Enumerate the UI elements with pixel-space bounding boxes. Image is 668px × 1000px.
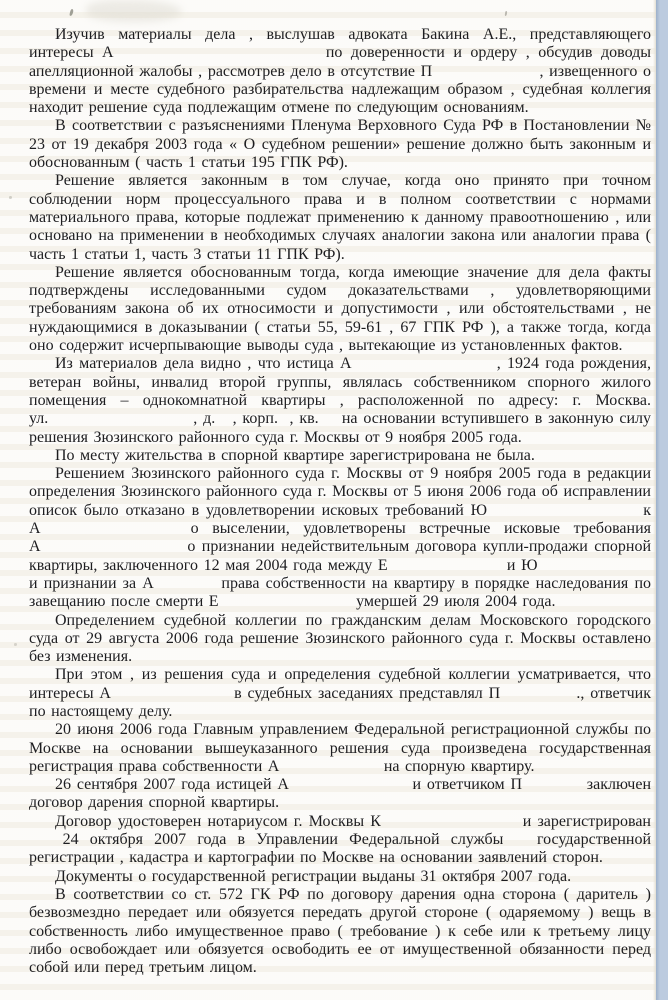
paragraph-representation: При этом , из решения суда и определения судебной коллегии усматривается, что интересы А в судебных заседаниях представлял П ., ответчик по настоящему делу. xyxy=(29,666,651,720)
paragraph-substantiated-decision: Решение является обоснованным тогда, когда имеющие значение для дела факты подтверждены исследованными судом доказательствами , удовлетворяющими требованиям закона об их относимости и допустимости , или обстоятельствами , не нуждающимися в доказывании ( статьи 55, 59-61 , 67 ГПК РФ ), а также тогда, когда оно содержит исчерпывающие выводы суда , вытекающие из установленных фактов. xyxy=(29,263,651,355)
paragraph-article-572: В соответствии со ст. 572 ГК РФ по договору дарения одна сторона ( даритель ) безвозмездно передает или обязуется передать другой стороне ( одаряемому ) вещь в собственность либо имущественное право ( требование ) к себе или к третьему лицу либо освобождает или обязуется освободить ее от имущественной обязанности перед собой или перед третьим лицом. xyxy=(29,885,651,977)
paragraph-zyuzinsky-decision: Решением Зюзинского районного суда г. Москвы от 9 ноября 2005 года в редакции определения Зюзинского районного суда г. Москвы от 5 июня 2006 года об исправлении описок было отказано в удовлетворении исковых требований Ю к А о выселении, удовлетворены встречные исковые требования А о признании недействительным договора купли-продажи спорной квартиры, заключенного 12 мая 2004 года между Е и Ю и признании за А права собственности на квартиру в порядке наследования по завещанию после смерти Е умершей 29 июля 2004 года. xyxy=(29,465,651,611)
scan-speck xyxy=(9,196,12,199)
document-body xyxy=(29,26,651,977)
paragraph-city-court-ruling: Определением судебной коллегии по гражданским делам Московского городского суда от 29 августа 2006 года решение Зюзинского районного суда г. Москвы оставлено без изменения. xyxy=(29,611,651,666)
paragraph-plenum-ruling: В соответствии с разъяснениями Пленума Верховного Суда РФ в Постановлении № 23 от 19 декабря 2003 года « О судебном решении» решение должно быть законным и обоснованным ( часть 1 статьи 195 ГПК РФ). xyxy=(29,117,651,172)
scan-smudge xyxy=(86,0,182,22)
paragraph-notary-certification: Договор удостоверен нотариусом г. Москвы К и зарегистрирован 24 октября 2007 года в Управлении Федеральной службы государственной регистрации , кадастра и картографии по Москве на основании заявлений сторон. xyxy=(29,812,651,867)
paragraph-lawful-decision: Решение является законным в том случае, когда оно принято при точном соблюдении норм процессуального права и в полном соответствии с нормами материального права, которые подлежат применению к данному правоотношению , или основано на применении в необходимых случаях аналогии закона или аналогии права ( часть 1 статьи 1, часть 3 статьи 11 ГПК РФ). xyxy=(29,172,651,263)
paragraph-case-materials: Из материалов дела видно , что истица А , 1924 года рождения, ветеран войны, инвалид второй группы, являлась собственником спорного жилого помещения – однокомнатной квартиры , расположенной по адресу: г. Москва. ул. , д. , корп. , кв. на основании вступившего в законную силу решения Зюзинского районного суда г. Москвы от 9 ноября 2005 года. xyxy=(29,355,651,446)
scan-speck xyxy=(14,643,17,646)
scan-speck xyxy=(505,11,508,16)
paragraph-registration-note: По месту жительства в спорной квартире зарегистрирована не была. xyxy=(55,446,535,464)
scan-edge-band xyxy=(656,0,668,1000)
paragraph-state-registration: 20 июня 2006 года Главным управлением Федеральной регистрационной службы по Москве на основании вышеуказанного решения суда произведена государственная регистрация права собственности А на спорную квартиру. xyxy=(29,721,651,775)
paragraph-documents-issued: Документы о государственной регистрации выданы 31 октября 2007 года. xyxy=(55,867,572,885)
paragraph-intro-appeal: Изучив материалы дела , выслушав адвоката Бакина А.Е., представляющего интересы А по доверенности и ордеру , обсудив доводы апелляционной жалобы , рассмотрев дело в отсутствие П , извещенного о времени и месте судебного разбирательства надлежащим образом , судебная коллегия находит решение суда подлежащим отмене по следующим основаниям. xyxy=(29,26,651,117)
paragraph-gift-agreement: 26 сентября 2007 года истицей А и ответчиком П заключен договор дарения спорной квартиры. xyxy=(29,776,651,812)
scan-speck xyxy=(69,9,74,17)
